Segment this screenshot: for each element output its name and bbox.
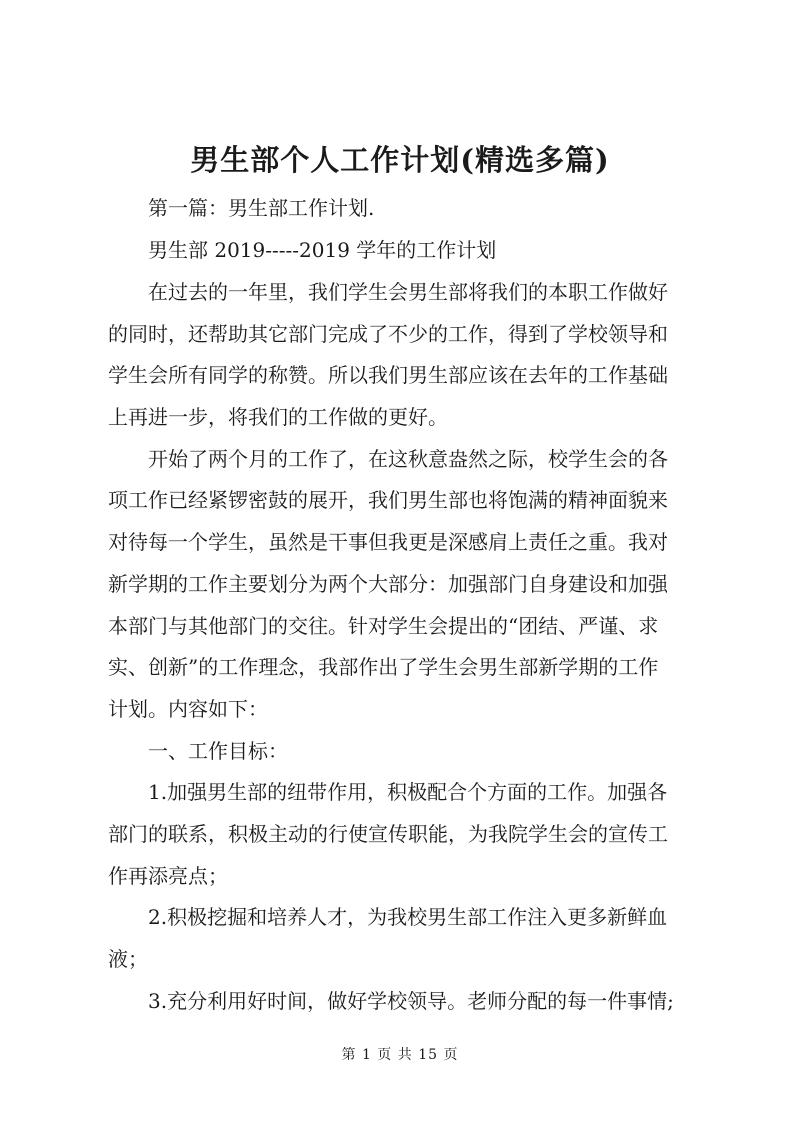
paragraph-line: 项工作已经紧锣密鼓的展开，我们男生部也将饱满的精神面貌来	[108, 488, 668, 512]
section-heading-1: 第一篇：男生部工作计划.	[148, 196, 375, 220]
paragraph-line: 在过去的一年里，我们学生会男生部将我们的本职工作做好	[148, 280, 668, 304]
document-title: 男生部个人工作计划(精选多篇)	[190, 143, 610, 177]
paragraph-line: 新学期的工作主要划分为两个大部分：加强部门自身建设和加强	[108, 572, 668, 596]
list-item-line: 3.充分利用好时间，做好学校领导。老师分配的每一件事情;	[148, 989, 674, 1013]
paragraph-line: 开始了两个月的工作了，在这秋意盎然之际，校学生会的各	[148, 447, 668, 471]
paragraph-line: 实、创新”的工作理念，我部作出了学生会男生部新学期的工作	[108, 655, 659, 679]
list-item-line: 1.加强男生部的纽带作用，积极配合个方面的工作。加强各	[148, 780, 668, 804]
list-item-line: 作再添亮点；	[108, 864, 228, 888]
page-indicator: 第 1 页 共 15 页	[341, 1047, 459, 1063]
plan-subtitle: 男生部 2019-----2019 学年的工作计划	[148, 238, 497, 262]
paragraph-line: 上再进一步，将我们的工作做的更好。	[108, 405, 448, 429]
paragraph-line: 计划。内容如下：	[108, 697, 268, 721]
paragraph-line: 的同时，还帮助其它部门完成了不少的工作，得到了学校领导和	[108, 322, 668, 346]
list-item-line: 液；	[108, 947, 148, 971]
section-heading-goals: 一、工作目标：	[148, 739, 288, 763]
paragraph-line: 对待每一个学生，虽然是干事但我更是深感肩上责任之重。我对	[108, 530, 668, 554]
paragraph-line: 本部门与其他部门的交往。针对学生会提出的“团结、严谨、求	[108, 614, 659, 638]
list-item-line: 部门的联系，积极主动的行使宣传职能，为我院学生会的宣传工	[108, 822, 668, 846]
paragraph-line: 学生会所有同学的称赞。所以我们男生部应该在去年的工作基础	[108, 363, 668, 387]
list-item-line: 2.积极挖掘和培养人才，为我校男生部工作注入更多新鲜血	[148, 905, 668, 929]
